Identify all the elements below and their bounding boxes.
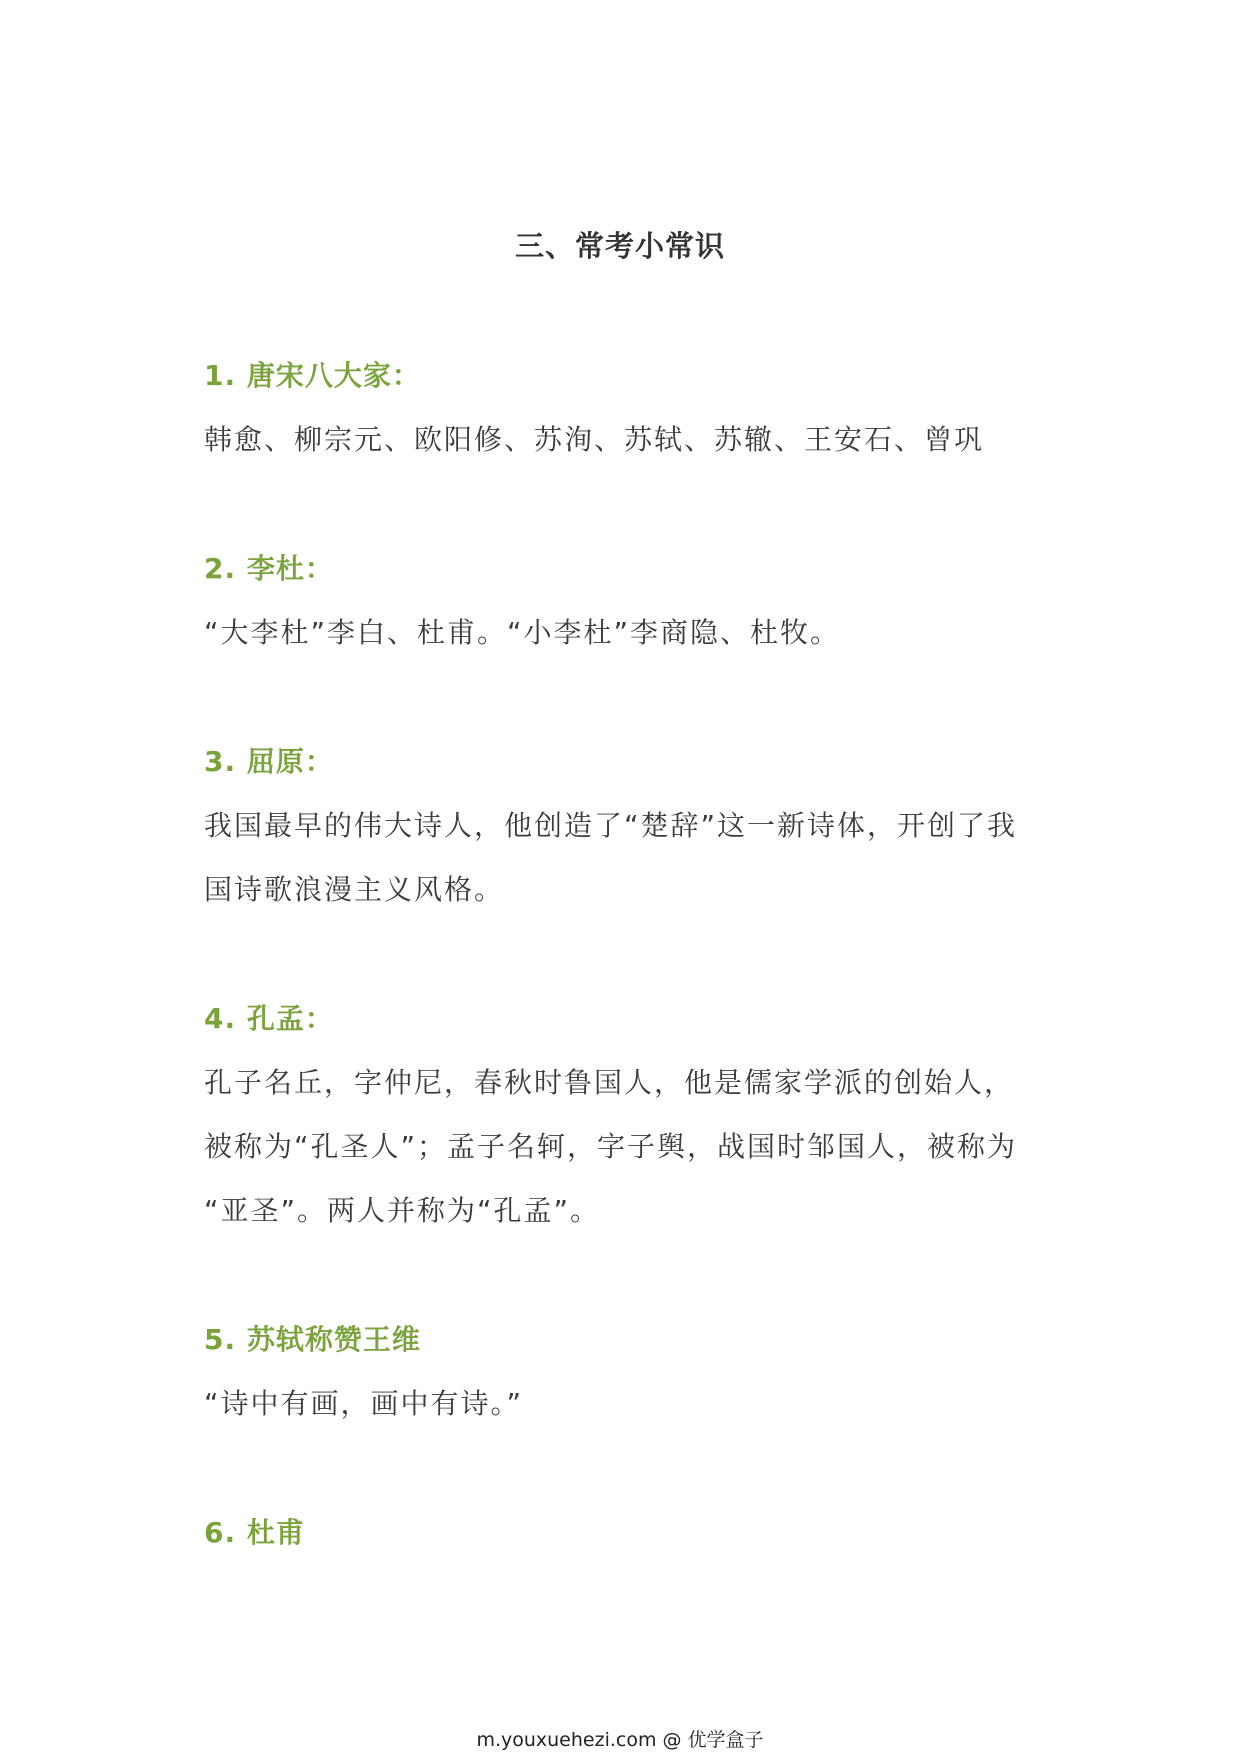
section-text-line: “亚圣”。两人并称为“孔孟”。	[204, 1194, 601, 1227]
section-text-line: 我国最早的伟大诗人，他创造了“楚辞”这一新诗体，开创了我	[204, 809, 1018, 842]
section-text-line: 被称为“孔圣人”；孟子名轲，字子舆，战国时邹国人，被称为	[204, 1130, 1018, 1163]
page-title: 三、常考小常识	[514, 229, 725, 263]
section-text-line: 孔子名丘，字仲尼，春秋时鲁国人，他是儒家学派的创始人，	[204, 1066, 1015, 1099]
section-text-line: 韩愈、柳宗元、欧阳修、苏洵、苏轼、苏辙、王安石、曾巩	[204, 423, 985, 456]
section-text-line: 国诗歌浪漫主义风格。	[204, 873, 505, 906]
section-heading: 3. 屈原：	[204, 745, 334, 778]
section-heading: 5. 苏轼称赞王维	[204, 1323, 421, 1356]
section-heading: 4. 孔孟：	[204, 1002, 334, 1035]
footer-watermark: m.youxuehezi.com @ 优学盒子	[476, 1729, 764, 1751]
section-text-line: “大李杜”李白、杜甫。“小李杜”李商隐、杜牧。	[204, 616, 841, 649]
section-text-line: “诗中有画，画中有诗。”	[204, 1387, 524, 1420]
section-heading: 2. 李杜：	[204, 552, 334, 585]
section-heading: 6. 杜甫	[204, 1516, 305, 1549]
section-heading: 1. 唐宋八大家：	[204, 359, 421, 392]
